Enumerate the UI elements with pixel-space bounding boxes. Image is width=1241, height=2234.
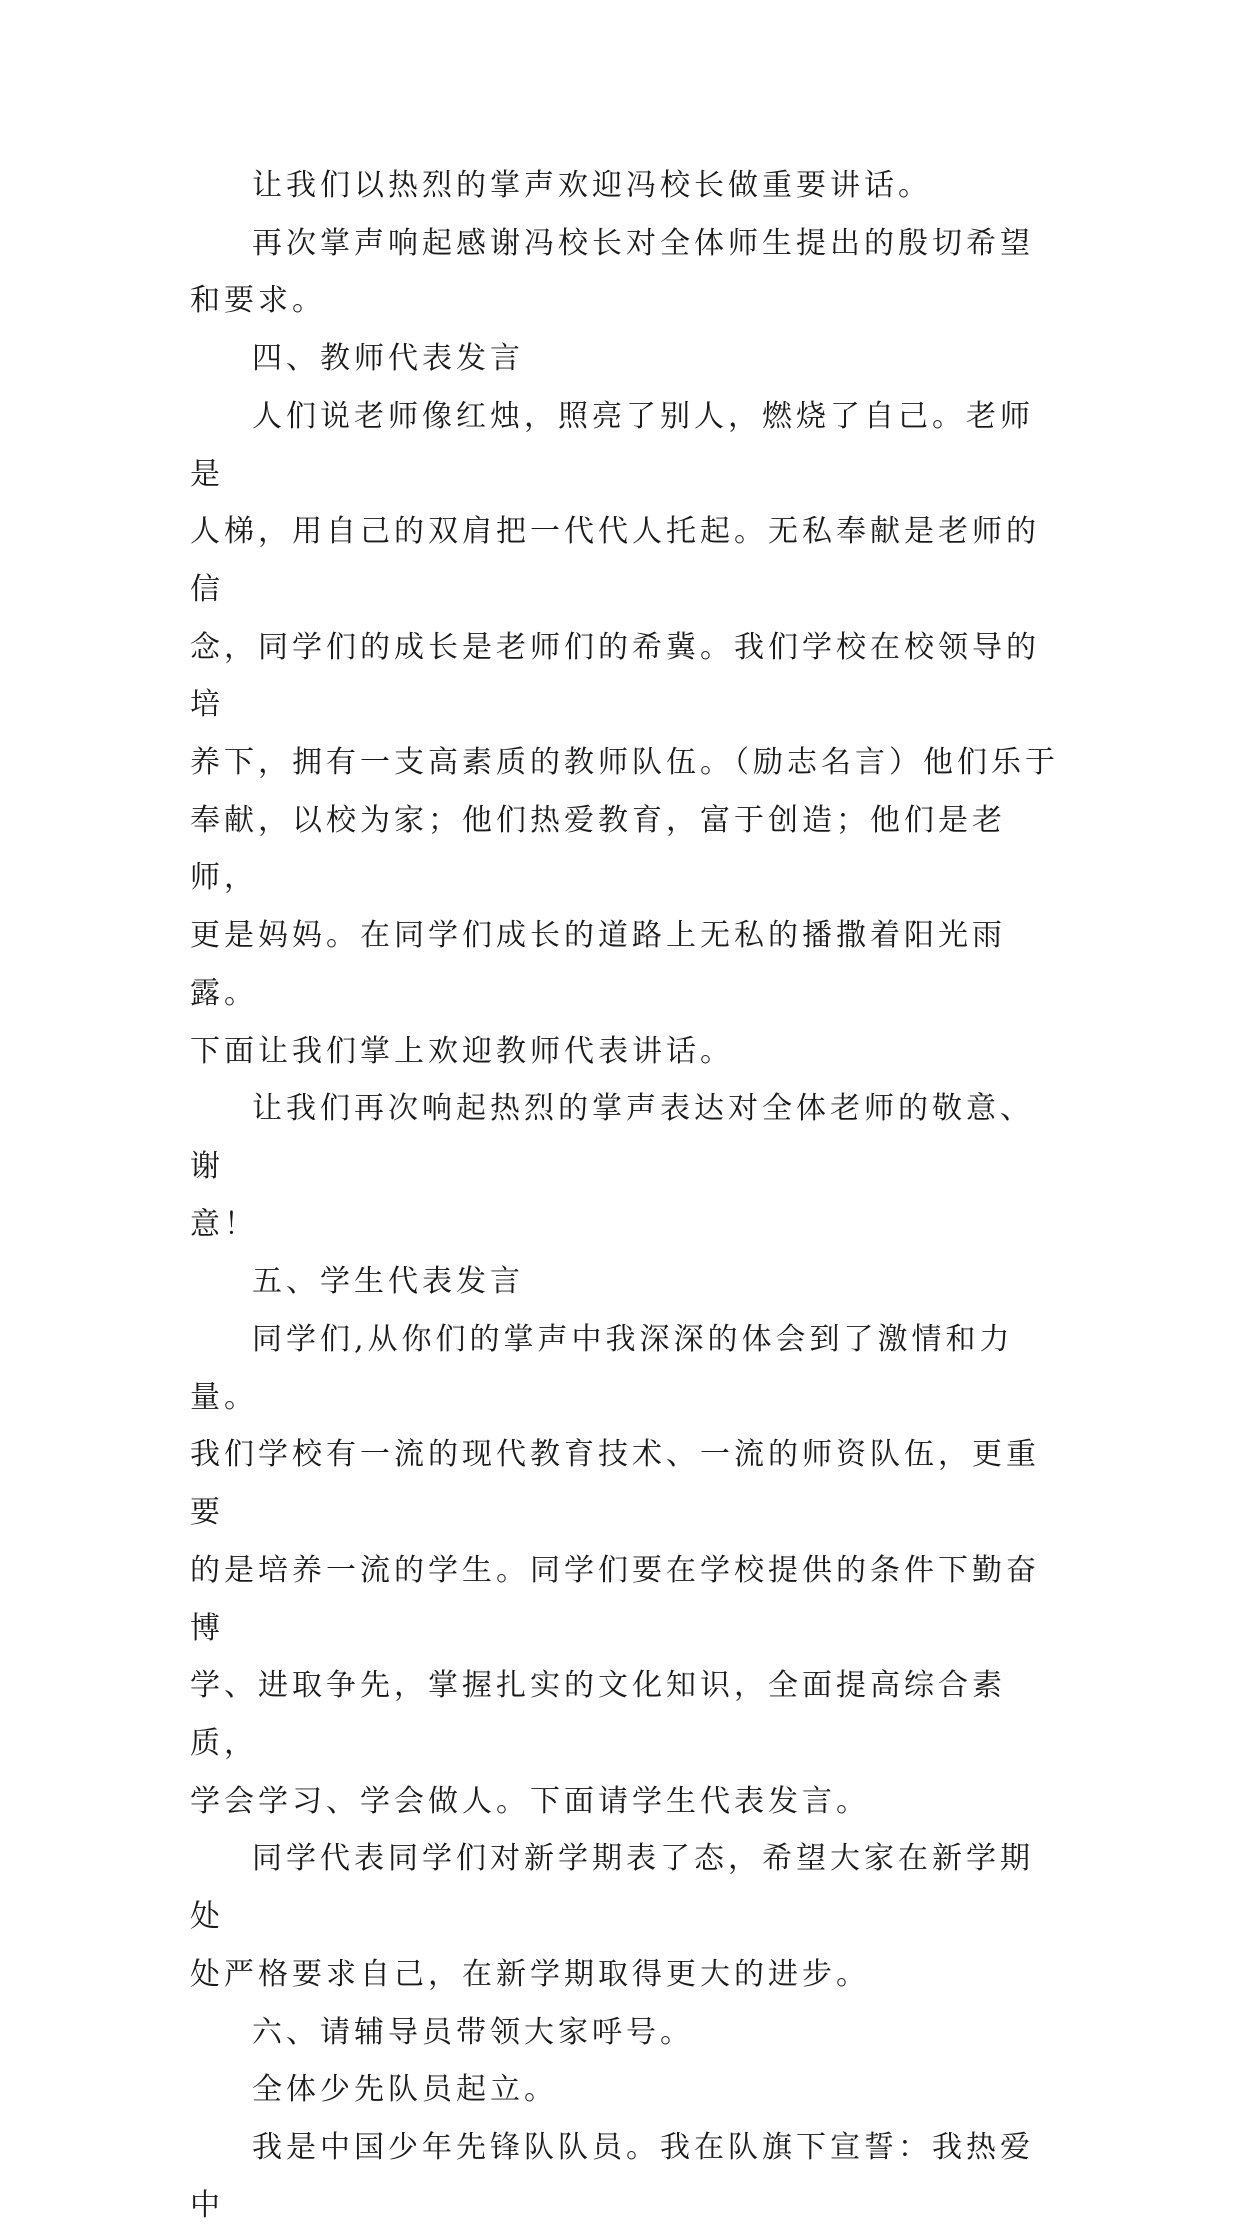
section-heading: 五、学生代表发言: [252, 1264, 524, 1300]
paragraph: 同学们,从你们的掌声中我深深的体会到了激情和力量。 我们学校有一流的现代教育技术、一流的师资队伍，更重要 的是培养一流的学生。同学们要在学校提供的条件下勤奋博 学、进取争先，掌握扎实的文化知识，全面提高综合素质， 学会学习、学会做人。下面请学生代表发言。: [190, 1322, 1040, 1819]
section-heading: 六、请辅导员带领大家呼号。: [252, 2014, 694, 2050]
paragraph: 同学代表同学们对新学期表了态，希望大家在新学期处 处严格要求自己，在新学期取得更大的进步。: [190, 1841, 1034, 1992]
section-heading: 四、教师代表发言: [252, 341, 524, 377]
paragraph: 我是中国少年先锋队队员。我在队旗下宣誓：我热爱中: [190, 2129, 1034, 2223]
paragraph: 全体少先队员起立。: [252, 2072, 558, 2108]
paragraph: 让我们以热烈的掌声欢迎冯校长做重要讲话。: [252, 168, 932, 203]
document-body: [190, 157, 1060, 2234]
paragraph: 人们说老师像红烛，照亮了别人，燃烧了自己。老师是 人梯，用自己的双肩把一代代人托起。无私奉献是老师的信 念，同学们的成长是老师们的希冀。我们学校在校领导的培 养下，拥有一支高素质的教师队伍。（励志名言）他们乐于 奉献，以校为家；他们热爱教育，富于创造；他们是老师， 更是妈妈。在同学们成长的道路上无私的播撒着阳光雨露。 下面让我们掌上欢迎教师代表讲话。: [190, 398, 1059, 1069]
paragraph: 让我们再次响起热烈的掌声表达对全体老师的敬意、谢 意！: [190, 1091, 1034, 1242]
paragraph: 再次掌声响起感谢冯校长对全体师生提出的殷切希望 和要求。: [190, 225, 1034, 319]
